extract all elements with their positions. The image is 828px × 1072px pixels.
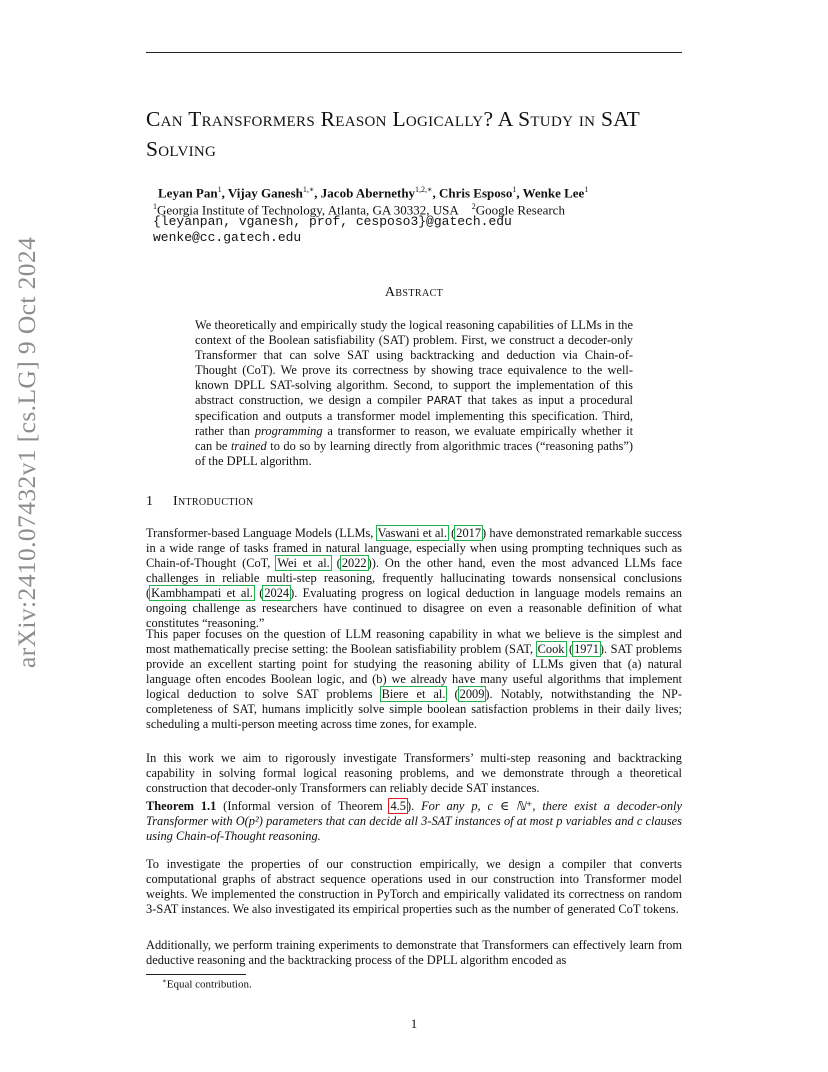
email-line: wenke@cc.gatech.edu <box>153 230 302 245</box>
theorem-label: Theorem 1.1 <box>146 799 217 813</box>
citation-link[interactable]: Vaswani et al. <box>377 526 447 540</box>
intro-paragraph-2: This paper focuses on the question of LLM reasoning capability in what we believe is the simplest and most mathematically precise setting: the Boolean satisfiability problem (SAT, Cook (1971). SAT problems provide an excellent starting point for studying the reasoning ability of LLMs given that (a) natural language often encodes Boolean logic, and (b) we already have many useful algorithms that implement logical deduction to solve SAT problems Biere et al. (2009). Notably, notwithstanding the NP-completeness of SAT, humans implicitly solve simple boolean satisfaction problems in their daily lives; scheduling a multi-person meeting across time zones, for example. <box>146 627 682 731</box>
footnote-rule <box>146 974 246 975</box>
page-number: 1 <box>410 1016 418 1031</box>
theorem-1-1: Theorem 1.1 (Informal version of Theorem 4.5). For any p, c ∈ ℕ⁺, there exist a decoder-only Transformer with O(p²) parameters that can decide all 3-SAT instances of at most p variables and c clauses using Chain-of-Thought reasoning. <box>146 799 682 843</box>
citation-link[interactable]: Cook <box>537 642 565 656</box>
theorem-ref-link[interactable]: 4.5 <box>390 799 406 813</box>
section-heading <box>146 494 253 510</box>
citation-link[interactable]: Wei et al. <box>277 556 330 570</box>
affiliation: Google Research <box>475 202 565 218</box>
emails <box>153 214 512 246</box>
email-line: {leyanpan, vganesh, prof, cesposo3}@gatech.edu <box>153 214 512 229</box>
author: Jacob Abernethy <box>320 185 416 201</box>
citation-year-link[interactable]: 2022 <box>341 556 367 570</box>
citation-year-link[interactable]: 2009 <box>459 687 485 701</box>
citation-year-link[interactable]: 1971 <box>574 642 599 656</box>
section-title: Introduction <box>173 494 254 509</box>
intro-paragraph-4: To investigate the properties of our construction empirically, we design a compiler that converts computational graphs of abstract sequence operations used in our construction into Transformer model weights. We implemented the construction in PyTorch and empirically validated its correctness on random 3-SAT instances. We also investigated its empirical properties such as the number of generated CoT tokens. <box>146 857 682 916</box>
footnote: ∗Equal contribution. <box>162 977 252 991</box>
section-number: 1 <box>146 494 154 509</box>
affiliation: Georgia Institute of Technology, Atlanta, GA 30332, USA <box>157 202 459 218</box>
abstract-heading: Abstract <box>384 285 444 300</box>
citation-link[interactable]: Kambhampati et al. <box>151 586 253 600</box>
author: Wenke Lee <box>522 185 585 201</box>
author: Leyan Pan <box>158 185 218 201</box>
intro-paragraph-5: Additionally, we perform training experiments to demonstrate that Transformers can effectively learn from deductive reasoning and the backtracking process of the DPLL algorithm encoded as <box>146 938 682 967</box>
citation-year-link[interactable]: 2024 <box>264 586 290 600</box>
intro-paragraph-3: In this work we aim to rigorously investigate Transformers’ multi-step reasoning and backtracking capability in solving formal logical reasoning problems, and we demonstrate through a theoretical construction that decoder-only Transformers can reliably decide SAT instances. <box>146 751 682 795</box>
paper-title: Can Transformers Reason Logically? A Study in SAT Solving <box>146 107 640 161</box>
abstract-text: We theoretically and empirically study the logical reasoning capabilities of LLMs in the context of the Boolean satisfiability (SAT) problem. First, we construct a decoder-only Transformer that can solve SAT using backtracking and deduction via Chain-of-Thought (CoT). We prove its correctness by showing trace equivalence to the well-known DPLL SAT-solving algorithm. Second, to support the implementation of this abstract construction, we design a compiler PARAT that takes as input a procedural specification and outputs a transformer model implementing this specification. Third, rather than programming a transformer to reason, we evaluate empirically whether it can be trained to do so by learning directly from algorithmic traces (“reasoning paths”) of the DPLL algorithm. <box>195 318 634 468</box>
citation-year-link[interactable]: 2017 <box>456 526 482 540</box>
author-list: Leyan Pan$^1$, Vijay Ganesh$^{1,∗}$, Jacob Abernethy$^{1,2,∗}$, Chris Esposo$^1$, Wenke Lee$^1$ <box>158 185 589 201</box>
author: Vijay Ganesh <box>227 185 303 201</box>
top-rule <box>146 52 682 53</box>
parat-name: PARAT <box>426 394 463 408</box>
author: Chris Esposo <box>438 185 513 201</box>
affiliations: $^1$Georgia Institute of Technology, Atlanta, GA 30332, USA $^2$Google Research <box>153 202 565 218</box>
arxiv-stamp: arXiv:2410.07432v1 [cs.LG] 9 Oct 2024 <box>12 236 41 668</box>
intro-paragraph-1: Transformer-based Language Models (LLMs, Vaswani et al. (2017) have demonstrated remarkable success in a wide range of tasks framed in natural language, especially when using prompting techniques such as Chain-of-Thought (CoT, Wei et al. (2022)). On the other hand, even the most advanced LLMs face challenges in reliable multi-step reasoning, frequently hallucinating towards nonsensical conclusions (Kambhampati et al. (2024). Evaluating progress on logical deduction in language models remains an ongoing challenge as researchers have continued to disagree on even a reasonable definition of what constitutes “reasoning.” <box>146 526 682 630</box>
citation-link[interactable]: Biere et al. <box>381 687 446 701</box>
